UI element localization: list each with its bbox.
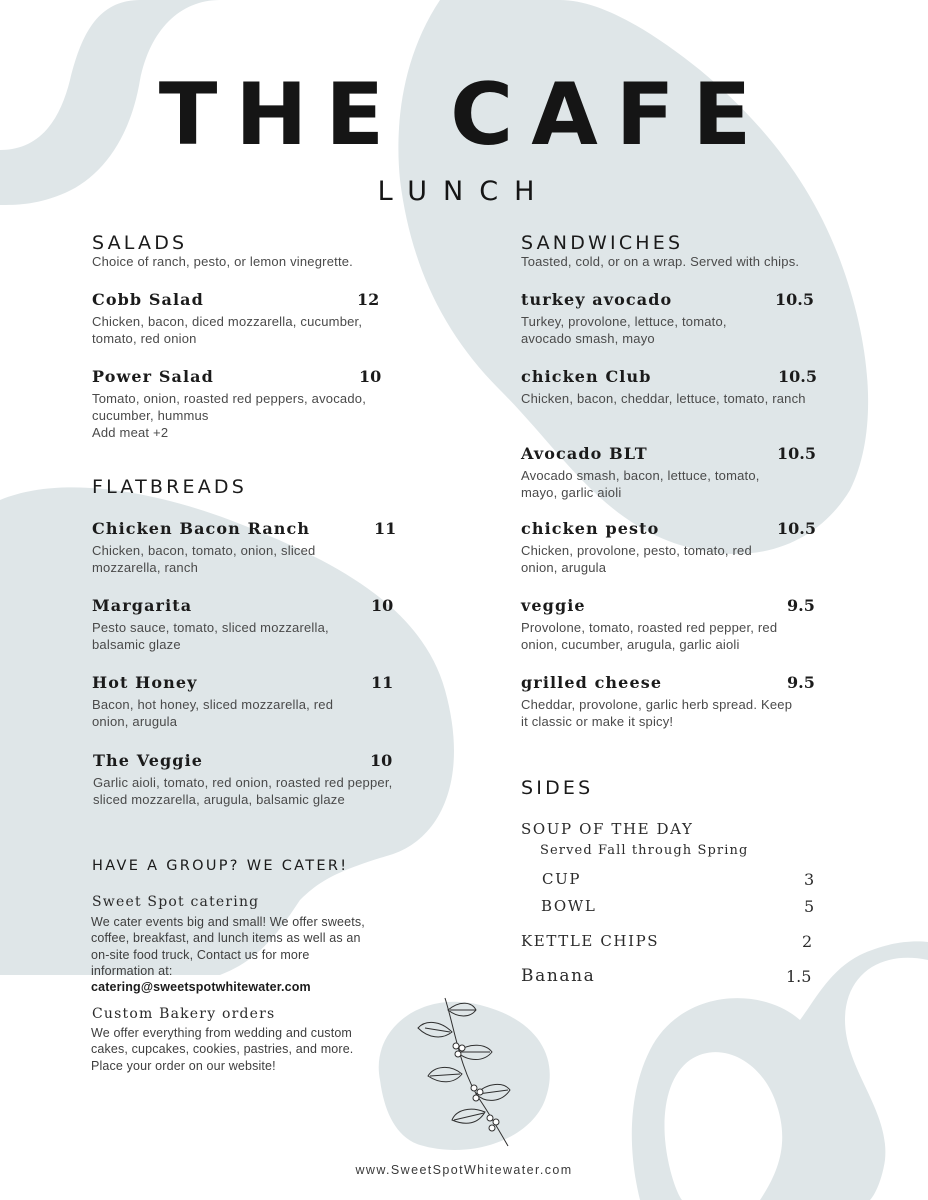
side-soup-label: SOUP OF THE DAY — [521, 820, 694, 838]
menu-item — [521, 290, 821, 347]
menu-item — [521, 367, 821, 407]
menu-item — [521, 444, 821, 501]
coffee-sprig-illustration — [400, 990, 530, 1150]
salads-note: Choice of ranch, pesto, or lemon vinegrette. — [92, 254, 353, 269]
footer-website-link[interactable]: www.SweetSpotWhitewater.com — [355, 1163, 573, 1177]
side-bowl-label: BOWL — [541, 897, 597, 915]
bakery-subheading: Custom Bakery orders — [92, 1006, 276, 1022]
item-description: Avocado smash, bacon, lettuce, tomato, mayo, garlic aioli — [521, 468, 760, 500]
item-price: 11 — [374, 519, 397, 538]
item-name: Power Salad — [92, 367, 214, 386]
item-price: 11 — [371, 673, 394, 692]
menu-item — [521, 596, 821, 653]
catering-email-link[interactable]: catering@sweetspotwhitewater.com — [91, 980, 311, 995]
page-subtitle: LUNCH — [377, 176, 551, 207]
item-name: Hot Honey — [92, 673, 198, 692]
item-description: Tomato, onion, roasted red peppers, avocado, cucumber, hummus — [92, 391, 367, 423]
item-description: Pesto sauce, tomato, sliced mozzarella, balsamic glaze — [92, 620, 329, 652]
sandwiches-heading: SANDWICHES — [521, 232, 684, 254]
item-name: chicken Club — [521, 367, 652, 386]
menu-item — [92, 290, 382, 347]
item-price: 10.5 — [775, 290, 814, 309]
item-price: 10 — [370, 751, 393, 770]
item-name: veggie — [521, 596, 586, 615]
item-price: 10.5 — [777, 519, 816, 538]
item-extra: Add meat +2 — [92, 425, 169, 440]
menu-item — [521, 673, 821, 730]
menu-item — [93, 751, 393, 808]
item-name: Chicken Bacon Ranch — [92, 519, 311, 538]
catering-subheading: Sweet Spot catering — [92, 894, 260, 910]
menu-item — [92, 596, 392, 653]
menu-item — [92, 367, 382, 441]
side-bowl-price: 5 — [804, 897, 815, 916]
item-price: 10 — [371, 596, 394, 615]
catering-text: We cater events big and small! We offer sweets, coffee, breakfast, and lunch items as well as an on-site food truck, Contact us for more information at: — [91, 915, 365, 978]
item-price: 10.5 — [778, 367, 817, 386]
item-name: Cobb Salad — [92, 290, 204, 309]
side-cup-label: CUP — [542, 870, 582, 888]
sides-heading: SIDES — [521, 777, 594, 799]
menu-item — [92, 673, 392, 730]
side-banana-label: Banana — [521, 966, 596, 986]
item-price: 10.5 — [777, 444, 816, 463]
sandwiches-note: Toasted, cold, or on a wrap. Served with chips. — [521, 254, 800, 269]
item-name: grilled cheese — [521, 673, 663, 692]
item-name: Margarita — [92, 596, 193, 615]
item-description: Chicken, bacon, diced mozzarella, cucumber, tomato, red onion — [92, 314, 363, 346]
menu-item — [92, 519, 397, 576]
side-chips-label: KETTLE CHIPS — [521, 932, 660, 950]
page-title: THE CAFE — [158, 65, 770, 165]
item-description: Cheddar, provolone, garlic herb spread. Keep it classic or make it spicy! — [521, 697, 793, 729]
side-soup-note: Served Fall through Spring — [540, 843, 749, 858]
menu-item — [521, 519, 821, 576]
item-price: 12 — [357, 290, 380, 309]
item-description: Provolone, tomato, roasted red pepper, red onion, cucumber, arugula, garlic aioli — [521, 620, 778, 652]
item-name: turkey avocado — [521, 290, 673, 309]
item-description: Garlic aioli, tomato, red onion, roasted red pepper, sliced mozzarella, arugula, balsamic glaze — [93, 775, 393, 807]
item-price: 10 — [359, 367, 382, 386]
item-price: 9.5 — [787, 673, 815, 692]
item-name: Avocado BLT — [521, 444, 648, 463]
item-name: chicken pesto — [521, 519, 660, 538]
item-description: Chicken, bacon, tomato, onion, sliced mozzarella, ranch — [92, 543, 316, 575]
flatbreads-heading: FLATBREADS — [92, 476, 248, 498]
item-description: Chicken, bacon, cheddar, lettuce, tomato, ranch — [521, 391, 806, 406]
side-cup-price: 3 — [804, 870, 815, 889]
side-chips-price: 2 — [802, 932, 813, 951]
catering-heading: HAVE A GROUP? WE CATER! — [92, 858, 349, 874]
bakery-description: We offer everything from wedding and custom cakes, cupcakes, cookies, pastries, and more. Place your order on our website! — [91, 1026, 354, 1073]
side-banana-price: 1.5 — [786, 967, 812, 986]
catering-description — [91, 914, 373, 995]
item-description: Bacon, hot honey, sliced mozzarella, red onion, arugula — [92, 697, 334, 729]
item-description: Chicken, provolone, pesto, tomato, red onion, arugula — [521, 543, 752, 575]
item-name: The Veggie — [93, 751, 204, 770]
item-price: 9.5 — [787, 596, 815, 615]
salads-heading: SALADS — [92, 232, 188, 254]
item-description: Turkey, provolone, lettuce, tomato, avocado smash, mayo — [521, 314, 727, 346]
